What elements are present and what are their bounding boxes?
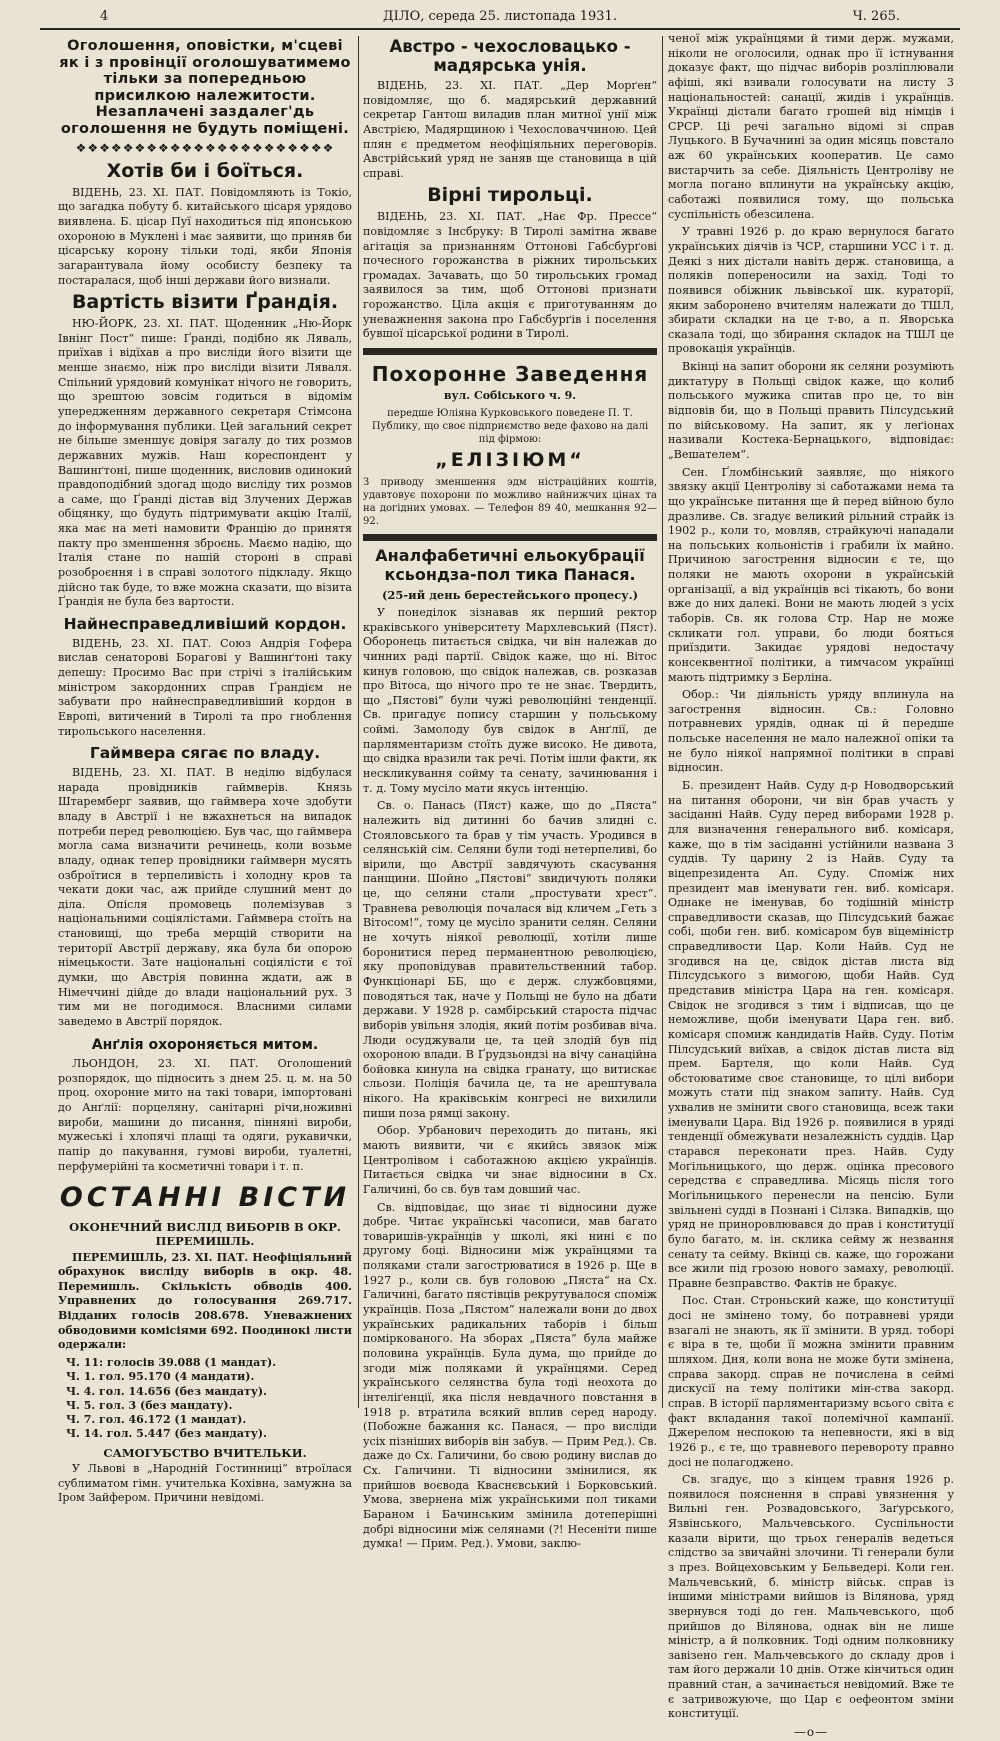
article-text: НЮ-ЙОРК, 23. XI. ПАТ. Щоденник „Ню-Йорк Івнінг Пост“ пише: Ґранді, подібно як Ляваль, приїхав і відїхав а про висліди його візити ще менше знаємо, ніж про висліди візити Ляваля. Спільний урядовий комунікат нічого не говорить, що зрештою зовсім годиться в відомім упередженням державного секретаря Стімсона до інформування публики. Цей загальний секрет не більше зменшує довіря загалу до тих розмов державних мужів. Наш кореспондент у Вашинґтоні, пише щоденник, висловив одинокий правдоподібний здогад щодо висліду тих розмов а саме, що Ґранді дістав від Злучених Держав обіцянку, що будуть підтримувати акцію Італії, яка має на меті намовити Францію до принятя пакту про зменшення зброєнь. Маємо надію, що Італія стане по нашій стороні в справі розоброєння і в справі золотого підкладу. Якщо дійсно так буде, то вже можна сказати, що візита Ґрандія не була без вартости.	[58, 317, 352, 609]
news-subtitle: САМОГУБСТВО ВЧИТЕЛЬКИ.	[103, 1445, 307, 1460]
page-header	[40, 6, 960, 30]
issue-number: Ч. 265.	[852, 9, 900, 24]
funeral-ad-text: передше Юліяна Курковського поведене П. Т. Публику, що своє підприємство веде фахово на далі під фірмою:	[371, 407, 649, 445]
article-text: У травні 1926 р. до краю вернулося багато українських діячів із ЧСР, старшини УСС і т. д. Деякі з них дістали навіть держ. становища, а поляків попереносили на захід. Тоді то появився обіжник львівської шк. кураторії, яким заборонено вчителям належати до ТШЛ, збирати складки на це т-во, а п. Яворська сказала тоді, що збирання складок на ТШЛ це провокація українців.	[668, 225, 954, 356]
election-results	[66, 1356, 352, 1442]
article-text: ВІДЕНЬ, 23. XI. ПАТ. „Дер Морґен“ повідомляє, що б. мадярський державний секретар Гантош виладив план митної унії між Австрією, Мадярщиною і Чехословаччиною. Цей плян є предметом неофіціяльних переговорів. Австрійський уряд не заняв ще становища в цій справі.	[363, 78, 657, 180]
article-text: У понеділок зізнавав як перший ректор краківського університету Мархлевський (Пяст). Оборонець питається свідка, чи він належав до чинних раді партії. Свідок каже, що ні. Вітос кинув головою, що свідок належав, св. розказав про Вітоса, що нічого про те не знає. Твердить, що „Пястові“ були чужі революційні тенденції. Св. пригадує попису старшин у польському соймі. Замолоду був свідок в Анґлії, де парляментаризм стоїть дуже високо. Не дивота, що свідка вразили так речі. Потім ішли факти, як нескликування сойму та сенату, зачинювання і т. д. Тому мусіло мати якусь інтенцію.	[363, 605, 657, 795]
article-title: Австро - чехословацько - мадярська унія.	[389, 37, 631, 75]
news-text: У Львові в „Народній Гостинниці“ втроїлася сублиматом гімн. учителька Кохівна, замужна за Іром Зайфером. Причини невідомі.	[58, 1462, 352, 1505]
article-title: Найнесправедливіший кордон.	[63, 614, 347, 633]
divider-bar	[363, 534, 657, 541]
article-title: Аналфабетичні ельокубрації ксьондза-пол тика Панася.	[375, 546, 645, 584]
masthead-date: ДІЛО, середа 25. листопада 1931.	[383, 9, 617, 24]
column-3	[668, 32, 954, 1740]
article-text: Св. о. Панась (Пяст) каже, що до „Пяста“ належить від дитинні бо бачив злидні с. Стояловського та брав у тім участь. Уродився в селянській сім. Селяни були тоді нетерпеливі, бо вірили, що Австрії завдячують скасування панщини. Шойно „Пястові“ звидичують поляки це, що селяни стали „простувати хрест“. Травнева революція почалася від кличем „Геть з Вітосом!“, тому це мусіло зранити селян. Селяни не хочуть ніякої революції, хотіли лише боронитися перед перманентною революцією, яку проповідував правительственний табор. Функціонарі ББ, що є держ. службовцями, поводяться так, наче у Польщі не було на дбати держави. У 1928 р. самбірський староста підчас виборів увільня злодія, який потім розбивав віча. Люди осуджували це, та цей злодій був під охороною влади. В Ґрудзьондзі на вічу санаційна бойовка кинула на свідка гранату, що витискає сльози. Поліція бачила це, та не арештувала нікого. На краківськім конгресі не вихилили пиши поза рямці закону.	[363, 799, 657, 1120]
article-text: Св. згадує, що з кінцем травня 1926 р. появилося пояснення в справі увязнення у Вильні ген. Розвадовського, Заґурського, Язвінського, Мальчевського. Суспільности казали вірити, що трьох генералів ведеться слідство за звичайні злочини. Ті генерали були з през. Войцеховським у Бельведері. Коли ген. Мальчевський, б. міністр військ. справ із іншими міністрами вийшов із Віляновa, уряд звернувся тоді до ген. Мальчевського, щоб прийшов до Віляновa, однак він не лише міністр, а й полковник. Тоді одним полковнику завізено ген. Мальчевського до складу дров і там його держали 10 днів. Отже кінчиться один правний стан, а зачинається невідомий. Вже те є затривожуюче, що Цар є оефеонтом зміни конституції.	[668, 1473, 954, 1721]
news-subtitle: ОКОНЕЧНИЙ ВИСЛІД ВИБОРІВ В ОКР. ПЕРЕМИШЛЬ.	[69, 1219, 341, 1249]
article-text: Св. відповідає, що знає ті відносини дуже добре. Читає українські часописи, мав багато товаришів-українців у школі, які нині є по другому боці. Відносини між українцями та поляками стали загострюватися в 1926 р. Ще в 1927 р., коли св. був головою „Пяста“ на Сх. Галичині, багато пястівців рекрутувалося споміж українців. Поза „Пястом“ належали вони до двох українських радикальних таборів і більш поміркованого. На зборах „Пяста“ була майже половина українців. Була дума, що прийде до згоди між поляками й українцями. Серед українського селянства була тоді неохота до інтеліґенції, яка після невдачного повстання в 1918 р. втратила всякий вплив серед народу. (Побожне бажання кс. Панася, — про висліди усіх пізніших виборів він забув. — Прим Ред.). Св. даже до Сх. Галичини, бо свою родину вислав до Сх. Галичини. Ті відносини змінилися, як прийшов воєвода Кваснєвський і Борковський. Умова, звернена між українськими пол тиками Бараном і Бачинським змінила дотеперішні добрі відносини між селянами (?! Несеніти пише думка! — Прим. Ред.). Умови, заклю-	[363, 1200, 657, 1551]
article-text: Вкінці на запит оборони як селяни розуміють диктатуру в Польщі свідок каже, що колиб польського мужика спитав про це, то він відповів би, що в Польщі править Пілсудський по військовому. На запит, як у леґіонах називали Костека-Бернацького, відповідає: „Вешателем“.	[668, 360, 954, 461]
funeral-ad-firm: „ЕЛІЗІЮМ“	[435, 448, 585, 471]
article-text: Сен. Ґломбінський заявляє, що ніякого звязку акції Центроліву зі саботажами нема та що українське питання ще й перед війною було дразливе. Св. згадує великий рільний страйк із 1902 р., коли то, мовляв, страйкуючі нападали на польських кольоністів і грабили їх майно. Причиною загострення відносин є те, що поляки не мають охорони в українській організації, а від українців всі тікають, бо вони вже до них далекі. Вони не мають людей з усіх таборів. Св. як голова Стр. Нар не може скликати гол. управи, бо люди бояться приїздити. Закидає урядові недостачу консеквентної політики, а тимчасом українці мають підтримку з Берліна.	[668, 465, 954, 684]
ad-notice: Оголошення, оповістки, м'сцеві як і з провінції оголошуватимемо тільки за попередньою присилкою належитости. Незаплачені заздалег'дь оголошення не будуть поміщені.	[59, 38, 351, 137]
article-text: ВІДЕНЬ, 23. XI. ПАТ. „Нає Фр. Прессе“ повідомляє з Інсбруку: В Тиролі замітна жваве агітація за признанням Оттонові Габсбурґові почесного горожанства в ріжних тирольських громадах. Зачавать, що 50 тирольських громад заявилося за тим, щоб Оттонові признати горожанство. Ціла акція є приготуванням до уневажнення закона про Габсбурґів і поселення бувшої цісарської родини в Тиролі.	[363, 210, 657, 341]
article-text: ЛЬОНДОН, 23. XI. ПАТ. Оголошений розпорядок, що підносить з днем 25. ц. м. на 50 проц. охоронне мито на такі товари, імпортовані до Анґлії: порцеляну, санітарні річи,ноживні вироби, машини до писання, пінняні вироби, мужеські і хлопячі плащі та одяги, рукавички, папір до пакування, гумові вироби, туалетні, перфумерійні та косметичні товари і т. п.	[58, 1057, 352, 1173]
end-ornament: —о—	[793, 1725, 829, 1740]
article-title: Гаймвера сягає по владу.	[89, 744, 321, 763]
result-row: Ч. 11: голосів 39.088 (1 мандат).	[66, 1356, 277, 1369]
result-row: Ч. 1. гол. 95.170 (4 мандати).	[66, 1370, 255, 1384]
article-title: Вірні тирольці.	[427, 184, 593, 207]
column-rule	[358, 36, 359, 1408]
result-row: Ч. 4. гол. 14.656 (без мандату).	[66, 1384, 267, 1398]
column-rule	[662, 36, 663, 1408]
article-text: ВІДЕНЬ, 23. XI. ПАТ. В неділю відбулася нарада провідників гаймверів. Князь Штаремберг заявив, що гаймвера хоче здобути владу в Австрії і не вжахнеться на випадок потреби перед революцією. Був час, що гаймвера могла сама визначити речинець, коли возьме владу, однак тепер провідники гаймверн мусять озброїтися в терпеливість і холодну кров та чекати доки час, аж прийде слушний мент до діла. Опісля промовець полемізував з національними соціялістами. Гаймвера стоїть на становищі, що треба мерщій створити на території Австрії державу, яка була би опорою німецькости. Зате національні соціялісти є тої думки, що Австрія повинна ждати, аж в Німеччині дійде до влади національний рух. З тим ми не погодимося. Власними силами заведемо в Австрії порядок.	[58, 766, 352, 1028]
article-title: Анґлія охороняється митом.	[91, 1036, 319, 1053]
funeral-ad-footer: З приводу зменшення эдм ністраційних коштів, удавтовує похорони по можливо найнижчих цінах та на догідних умовах. — Телефон 89 40, мешкання 92—92.	[363, 477, 657, 528]
column-1	[58, 32, 352, 1505]
article-text: ВІДЕНЬ, 23. XI. ПАТ. Союз Андрія Гофера вислав сенаторові Борагові у Вашинґтоні таку депешу: Просимо Вас при стрічі з італійським міністром закордонних справ Ґрандієм не забувати про найнесправедливіший кордон в Европі, витичений в Тиролі та про гноблення тирольського населення.	[58, 636, 352, 738]
ornament-divider: ❖❖❖❖❖❖❖❖❖❖❖❖❖❖❖❖❖❖❖❖❖❖	[75, 141, 335, 156]
result-row: Ч. 7. гол. 46.172 (1 мандат).	[66, 1413, 247, 1427]
article-text: Б. президент Найв. Суду д-р Новодворський на питання оборони, чи він брав участь у засіданні Найв. Суду перед виборами 1928 р. для визначення генерального виб. комісаря, каже, що в тім засіданні устійнили названа 3 суддів. Ту царину 2 із Найв. Суду та віцепрезидента Ап. Суду. Споміж них президент мав іменувати ген. виб. комісаря. Однаке не іменував, бо тодішній міністр справедливости сказав, що Пілсудський бажає собі, щоби ген. виб. комісаром був віцеміністр справедливости Цар. Коли Найв. Суд не згодився на це, свідок дістав листа від Пілсудського з вимогою, щоби Найв. Суд представив міністра Цара на ген. комісаря. Свідок не згодився з тим і відписав, що це неможливе, щоби іменувати Цара ген. виб. комісаря спомиж кандидатів Найв. Суду. Потім Пілсудський виїхав, а свідок дістав листа від прем. Бартеля, що коли Найв. Суд обстоюватиме своє становище, то цілі вибори можуть стати під знаком запиту. Найв. Суд ухвалив не змінити свого становища, всеж таки іменували Цара. Від 1926 р. появилися в уряді тенденції обмежувати незалежність суддів. Цар старався переконати през. Найв. Суду Моґільницького, що держ. оцінка пресового середства є справедлива. Місяць після того Моґільницького перенесли на пенсію. Були звільнені судді в Познані і Сілзка. Випадків, що уряд не приноровлювався до прав і конституції було багато, м. ін. склика сейму ж незвання сенату та сейму. Вкінці св. каже, що горожани все жили під грозою нового замаху, революції. Правне безправство. Фактів не бракує.	[668, 779, 954, 1290]
section-title-last-news: ОСТАННІ ВІСТИ	[59, 1182, 351, 1214]
article-title: Вартість візити Ґрандія.	[71, 291, 339, 314]
article-text: Обор. Урбанович переходить до питань, які мають виявити, чи є якийсь звязок між Центролівом і саботажною акцією українців. Питається свідка чи знає відносини в Сх. Галичині, бо св. був там довший час.	[363, 1124, 657, 1196]
result-row: Ч. 14. гол. 5.447 (без мандату).	[66, 1427, 267, 1441]
page-number: 4	[100, 9, 109, 24]
column-2	[363, 32, 657, 1551]
result-row: Ч. 5. гол. 3 (без мандату).	[66, 1398, 233, 1412]
article-title: Хотів би і боїться.	[106, 159, 304, 182]
funeral-ad-title: Похоронне Заведення	[371, 362, 649, 387]
article-text: ченої між українцями й тими держ. мужами, ніколи не оголосили, однак про її істнування доказує факт, що підчас виборів розліплювали афіші, які взивали голосувати на листу 3 національностей: санації, жидів і українців. Українці дістали багато грошей від німців і СРСР. Ці речі загально відомі зі справ Луцького. В Бучачнині за один місяць повстало аж 60 українських кооператив. Це само вистарчить за себе. Діяльність Центроліву не могла погано вплинути на українську акцію, саботажі появилися тому, що польська суспільність обезсилена.	[668, 32, 954, 221]
news-text: ПЕРЕМИШЛЬ, 23. XI. ПАТ. Неофіціяльний обрахунок висліду виборів в окр. 48. Перемишль. Скількість обводів 400. Управнених до голосування 269.717. Відданих голосів 208.678. Уневажнених обводовими комісіями 692. Поодинокі листи одержали:	[58, 1250, 352, 1352]
article-text: Обор.: Чи діяльність уряду вплинула на загострення відносин. Св.: Головно потравневих урядів, однак ці й передше польське населення не мало належної опіки та не було ніякої напрямної політики в справі відносин.	[668, 688, 954, 775]
article-text: ВІДЕНЬ, 23. XI. ПАТ. Повідомляють із Токіо, що загадка побуту б. китайського цісаря урядово виявлена. Б. цісар Пуї находиться під японською охороною в Муклені і має заявити, що приняв би цісарську корону тільки тоді, якби Японія загарантувала йому особисту безпеку та постаралася, щоб інші держави його визнали.	[58, 185, 352, 287]
article-subtitle: (25-ий день берестейського процесу.)	[381, 587, 639, 602]
divider-bar	[363, 348, 657, 355]
funeral-ad-address: вул. Собіського ч. 9.	[443, 389, 577, 403]
article-text: Пос. Стан. Строньский каже, що конституції досі не змінено тому, бо потравневі уряди взагалі не знають, як її змінити. В уряд. тоборі є віра в те, щоби її можна змінити правним шляхом. Дня, коли вона не може бути змінена, справа закорд. справ не почислена в сеймі дискусії на тему політики мін-ства закорд. справ. В історії парляментаризму всього світа є факт вкладання такої полемічної кампанії. Джерелом неспокою та непевности, які в від 1926 р., є те, що травневого перевороту правно досі не полагоджено.	[668, 1294, 954, 1469]
